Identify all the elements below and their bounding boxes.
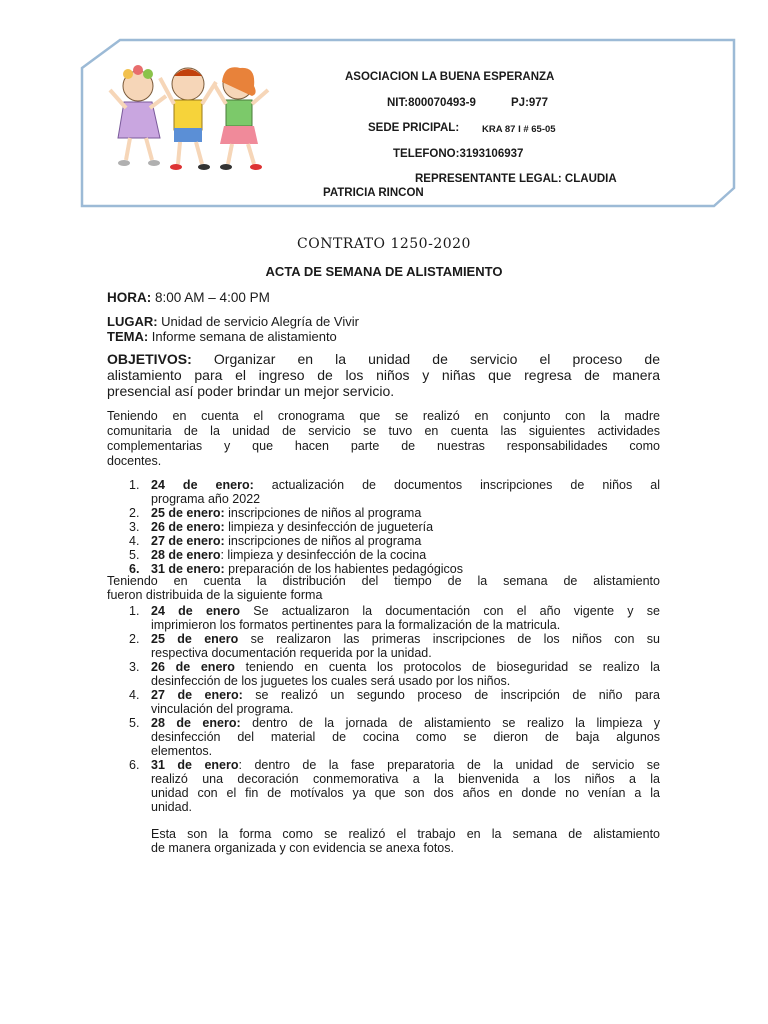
pj: PJ:977 bbox=[511, 97, 549, 109]
mid-line1: Teniendo en cuenta la distribución del tiempo de la semana de alistamiento bbox=[107, 574, 660, 588]
item-date: 31 de enero bbox=[151, 758, 239, 772]
item-number: 1. bbox=[129, 604, 140, 618]
objetivos-line2: alistamiento para el ingreso de los niños y niñas que regresa de manera bbox=[107, 367, 660, 383]
item-number: 3. bbox=[129, 660, 140, 674]
item-text: programa año 2022 bbox=[151, 492, 261, 506]
tema-label: TEMA: bbox=[107, 329, 149, 344]
tema-field bbox=[107, 329, 337, 344]
item-text: desinfección del material de cocina como se dieron de baja algunos bbox=[151, 730, 660, 744]
sede-value: KRA 87 I # 65-05 bbox=[482, 124, 556, 135]
item-date: 25 de enero: bbox=[151, 506, 225, 520]
item-number: 6. bbox=[129, 758, 140, 772]
item-text: inscripciones de niños al programa bbox=[224, 534, 422, 548]
list-item bbox=[107, 688, 660, 716]
item-text: desinfección de los juguetes los cuales será usado por los niños. bbox=[151, 674, 511, 688]
item-text: Se actualizaron la documentación con el año vigente y se bbox=[240, 604, 660, 618]
org-name: ASOCIACION LA BUENA ESPERANZA bbox=[345, 71, 555, 83]
closing-paragraph bbox=[151, 827, 660, 855]
closing-line2: de manera organizada y con evidencia se anexa fotos. bbox=[151, 841, 454, 855]
lugar-label: LUGAR: bbox=[107, 314, 158, 329]
item-text: inscripciones de niños al programa bbox=[224, 506, 422, 520]
details-list bbox=[107, 604, 660, 814]
item-text: teniendo en cuenta los protocolos de bioseguridad se realizo la bbox=[234, 660, 661, 674]
list-item bbox=[107, 660, 660, 688]
list-item bbox=[107, 604, 660, 632]
item-date: 25 de enero bbox=[151, 632, 239, 646]
lugar-value: Unidad de servicio Alegría de Vivir bbox=[161, 314, 359, 329]
item-text: : limpieza y desinfección de la cocina bbox=[220, 548, 427, 562]
item-text: unidad. bbox=[151, 800, 193, 814]
acta-title: ACTA DE SEMANA DE ALISTAMIENTO bbox=[265, 264, 503, 279]
objetivos-line3: presencial así poder brindar un mejor servicio. bbox=[107, 383, 395, 399]
list-item bbox=[107, 520, 660, 534]
list-item bbox=[107, 758, 660, 814]
item-date: 26 de enero: bbox=[151, 520, 225, 534]
item-text: se realizó un segundo proceso de inscripción de niño para bbox=[242, 688, 660, 702]
item-date: 28 de enero: bbox=[151, 716, 241, 730]
mid-line2: fueron distribuida de la siguiente forma bbox=[107, 588, 323, 602]
item-date: 27 de enero: bbox=[151, 534, 225, 548]
list-item bbox=[107, 548, 660, 562]
objetivos-paragraph bbox=[107, 351, 660, 399]
item-text: vinculación del programa. bbox=[151, 702, 294, 716]
item-text: respectiva documentación requerida por la unidad. bbox=[151, 646, 432, 660]
lugar-field bbox=[107, 314, 359, 329]
item-number: 2. bbox=[129, 632, 140, 646]
intro-line4: docentes. bbox=[107, 454, 162, 468]
intro-line3: complementarias y que hacen parte de nuestras responsabilidades como bbox=[107, 439, 660, 453]
contract-title: CONTRATO 1250-2020 bbox=[297, 236, 471, 252]
item-date: 24 de enero: bbox=[151, 478, 254, 492]
objetivos-label: OBJETIVOS: bbox=[107, 351, 192, 367]
item-date: 31 de enero: bbox=[151, 562, 225, 576]
representante-line1: REPRESENTANTE LEGAL: CLAUDIA bbox=[415, 173, 617, 185]
objetivos-line1: Organizar en la unidad de servicio el proceso de bbox=[213, 351, 660, 367]
item-text: se realizaron las primeras inscripciones de los niños con su bbox=[238, 632, 660, 646]
nit: NIT:800070493-9 bbox=[387, 97, 476, 109]
telefono: TELEFONO:3193106937 bbox=[393, 148, 524, 160]
intro-line2: comunitaria de la unidad de servicio se tuvo en cuenta las siguientes actividades bbox=[107, 424, 660, 438]
list-item bbox=[107, 534, 660, 548]
distribution-paragraph bbox=[107, 574, 660, 602]
representante-line2: PATRICIA RINCON bbox=[323, 187, 424, 199]
sede-label: SEDE PRICIPAL: bbox=[368, 122, 460, 134]
list-item bbox=[107, 716, 660, 758]
item-date: 27 de enero: bbox=[151, 688, 243, 702]
children-logo bbox=[108, 60, 273, 178]
item-number: 4. bbox=[129, 688, 140, 702]
intro-paragraph bbox=[107, 409, 660, 469]
list-item bbox=[107, 478, 660, 506]
item-text: realizó una decoración conmemorativa a la bienvenida a los niños a la bbox=[151, 772, 660, 786]
item-text: imprimieron los formatos pertinentes para la formalización de la matricula. bbox=[151, 618, 561, 632]
item-text: dentro de la jornada de alistamiento se realizo la limpieza y bbox=[240, 716, 661, 730]
item-text: unidad con el fin de motívalos ya que son dos años en donde no venían a la bbox=[151, 786, 660, 800]
item-text: actualización de documentos inscripciones de niños al bbox=[253, 478, 660, 492]
tema-value: Informe semana de alistamiento bbox=[151, 329, 337, 344]
item-number: 5. bbox=[129, 716, 140, 730]
item-text: limpieza y desinfección de juguetería bbox=[224, 520, 434, 534]
hora-label: HORA: bbox=[107, 290, 152, 305]
item-date: 26 de enero bbox=[151, 660, 235, 674]
item-text: : dentro de la fase preparatoria de la unidad de servicio se bbox=[238, 758, 660, 772]
item-number: 3. bbox=[129, 520, 140, 534]
item-date: 28 de enero bbox=[151, 548, 221, 562]
item-text: elementos. bbox=[151, 744, 213, 758]
schedule-list bbox=[107, 478, 660, 576]
list-item bbox=[107, 632, 660, 660]
closing-line1: Esta son la forma como se realizó el trabajo en la semana de alistamiento bbox=[151, 827, 660, 841]
hora-field bbox=[107, 290, 270, 305]
item-number: 5. bbox=[129, 548, 140, 562]
item-number: 2. bbox=[129, 506, 140, 520]
item-number: 6. bbox=[129, 562, 140, 576]
hora-value: 8:00 AM – 4:00 PM bbox=[155, 290, 270, 305]
item-number: 1. bbox=[129, 478, 140, 492]
item-date: 24 de enero bbox=[151, 604, 240, 618]
item-number: 4. bbox=[129, 534, 140, 548]
item-text: preparación de los habientes pedagógicos bbox=[224, 562, 464, 576]
list-item bbox=[107, 506, 660, 520]
intro-line1: Teniendo en cuenta el cronograma que se realizó en conjunto con la madre bbox=[107, 409, 660, 423]
